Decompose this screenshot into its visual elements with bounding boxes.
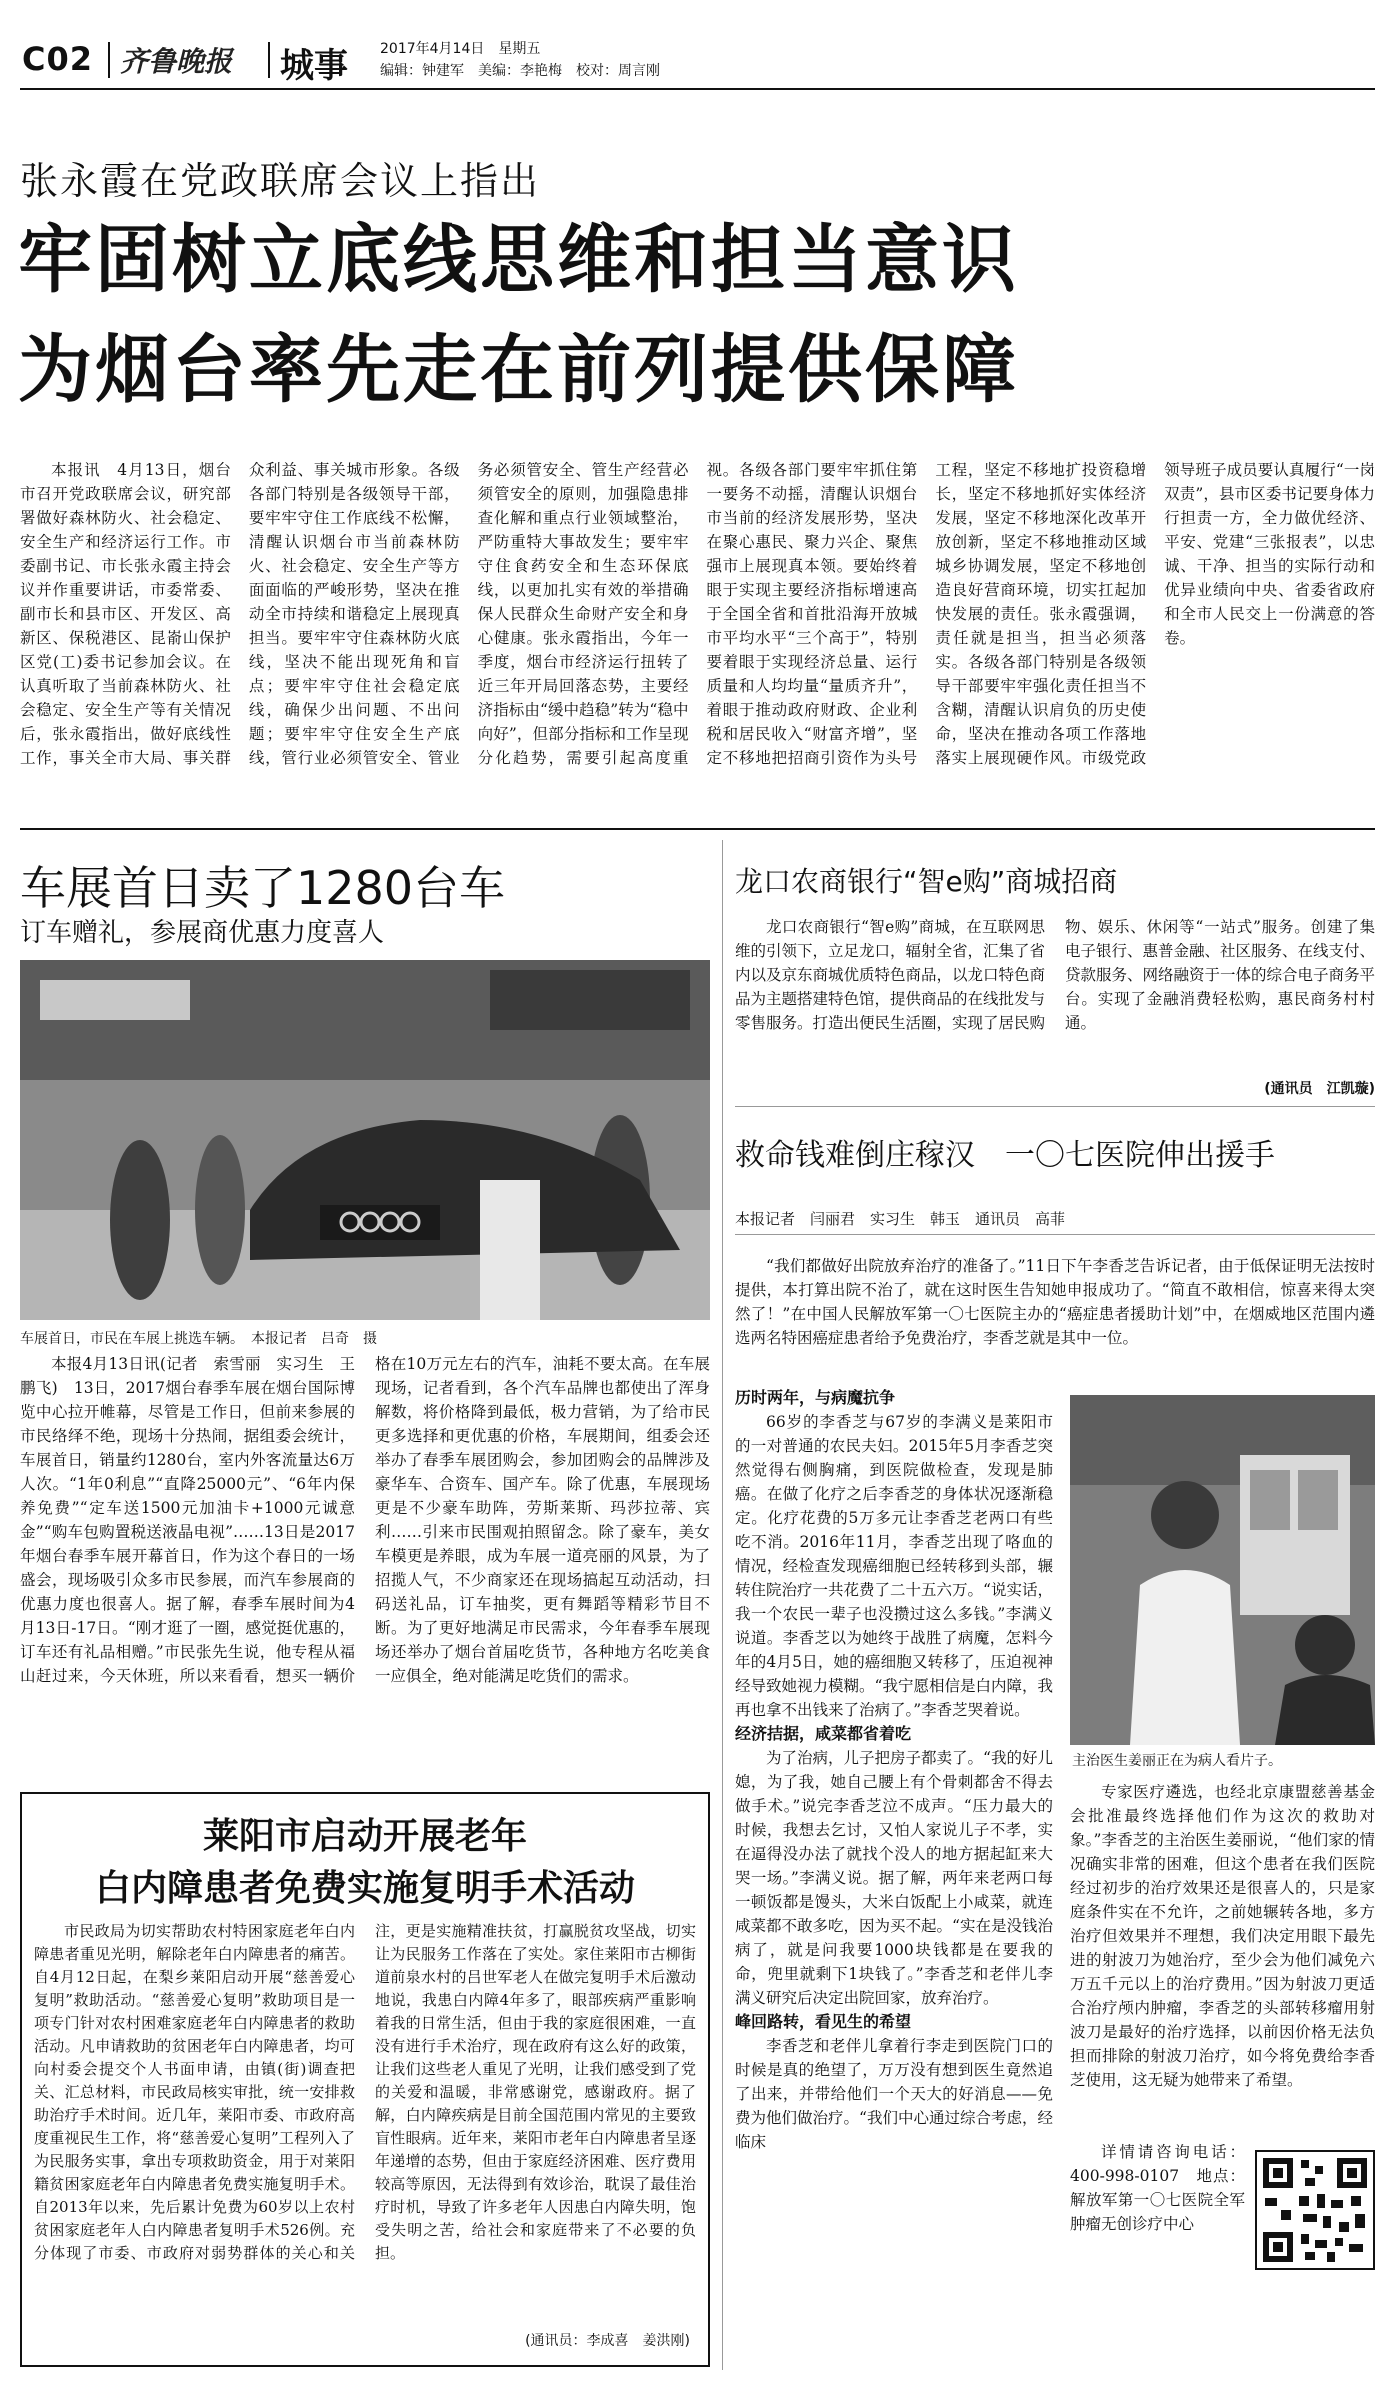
header-divider-2: [268, 42, 270, 78]
bank-headline: 龙口农商银行“智e购”商城招商: [735, 865, 1118, 898]
issue-date: 2017年4月14日 星期五: [380, 41, 541, 57]
bank-credit: (通讯员 江凯璇): [1264, 1081, 1375, 1097]
autoshow-photo: [20, 960, 710, 1320]
qr-code-icon: [1257, 2152, 1373, 2268]
lead-bottom-rule: [20, 828, 1375, 830]
cataract-body-text: 市民政局为切实帮助农村特困家庭老年白内障患者重见光明，解除老年白内障患者的痛苦。自4月12日起，在梨乡莱阳启动开展“慈善爱心复明”救助活动。“慈善爱心复明”救助项目是一项专门针对农村困难家庭老年白内障患者的救助活动。凡申请救助的贫困老年白内障患者，均可向村委会提交个人书面申请，由镇(街)调查把关、汇总材料，市民政局核实审批，统一安排救助治疗手术时间。近几年，莱阳市委、市政府高度重视民生工作，将“慈善爱心复明”工程列入了为民服务实事，拿出专项救助资金，用于对莱阳籍贫困家庭老年白内障患者免费实施复明手术。自2013年以来，先后累计免费为60岁以上农村贫困家庭老年人白内障患者复明手术526例。充分体现了市委、市政府对弱势群体的关心和关注，更是实施精准扶贫，打赢脱贫攻坚战，切实让为民服务工作落在了实处。家住莱阳市古柳街道前泉水村的吕世军老人在做完复明手术后激动地说，我患白内障4年多了，眼部疾病严重影响着我的日常生活，但由于我的家庭很困难，一直没有进行手术治疗，现在政府有这么好的政策，让我们这些老人重见了光明，让我们感受到了党的关爱和温暖，非常感谢党，感谢政府。据了解，白内障疾病是目前全国范围内常见的主要致盲性眼病。近年来，莱阳市老年白内障患者呈逐年递增的态势，但由于家庭经济困难、医疗费用较高等原因，无法得到有效诊治，耽误了最佳治疗时机，导致了许多老年人因患白内障失明，饱受失明之苦，给社会和家庭带来了不必要的负担。: [34, 1922, 696, 2262]
bank-body-text: 龙口农商银行“智e购”商城，在互联网思维的引领下，立足龙口，辐射全省，汇集了省内以及京东商城优质特色商品，以龙口特色商品为主题搭建特色馆，提供商品的在线批发与零售服务。打造出便民生活圈，实现了居民购物、娱乐、休闲等“一站式”服务。创建了集电子银行、惠普金融、社区服务、在线支付、贷款服务、网络融资于一体的综合电子商务平台。实现了金融消费轻松购，惠民商务村村通。: [735, 918, 1375, 1032]
lead-kicker: 张永霞在党政联席会议上指出: [20, 159, 541, 203]
hospital-photo: [1070, 1395, 1375, 1745]
hospital-contact: [1070, 2140, 1245, 2365]
hospital-text-4-wrap: [1070, 1780, 1375, 2130]
cataract-credit: (通讯员：李成喜 姜洪刚): [525, 2333, 690, 2349]
cataract-headline-1: 莱阳市启动开展老年: [202, 1816, 527, 1857]
hospital-text-2: 为了治病，儿子把房子都卖了。“我的好儿媳，为了我，她自己腰上有个骨刺都舍不得去做手术。”说完李香芝泣不成声。“压力最大的时候，我想去乞讨，又怕人家说儿子不孝，实在逼得没办法了就找个没人的地方据起缸来大哭一场。”李满义说。据了解，两年来老两口每一顿饭都是馒头，大米白饭配上小咸菜，就连咸菜都不敢多吃，因为买不起。“实在是没钱治病了，就是问我要1000块钱都是在要我的命，兜里就剩下1块钱了。”李香芝和老伴儿李满义研究后决定出院回家，放弃治疗。: [735, 1749, 1053, 2007]
hospital-intro: [735, 1254, 1375, 1374]
column-divider: [722, 840, 723, 2370]
hospital-text-1: 66岁的李香芝与67岁的李满义是莱阳市的一对普通的农民夫妇。2015年5月李香芝突然觉得右侧胸痛，到医院做检查，发现是肺癌。在做了化疗之后李香芝的身体状况逐渐稳定。化疗花费的5万多元让李香芝老两口有些吃不消。2016年11月，李香芝出现了咯血的情况，经检查发现癌细胞已经转移到头部，辗转住院治疗一共花费了二十五六万。“说实话，我一个农民一辈子也没攒过这么多钱。”李满义说道。李香芝以为她终于战胜了病魔，怎料今年的4月5日，她的癌细胞又转移了，压迫视神经导致她视力模糊。“我宁愿相信是白内障，我再也拿不出钱来了治病了。”李香芝哭着说。: [735, 1413, 1053, 1719]
hospital-byline-rule: [735, 1234, 1375, 1235]
header-divider-1: [108, 42, 110, 78]
hospital-subhead-1: 历时两年，与病魔抗争: [735, 1388, 896, 1407]
hospital-intro-text: “我们都做好出院放弃治疗的准备了。”11日下午李香芝告诉记者，由于低保证明无法按时提供，本打算出院不治了，就在这时医生告知她申报成功了。“简直不敢相信，惊喜来得太突然了！”在中国人民解放军第一〇七医院主办的“癌症患者援助计划”中，在烟威地区范围内遴选两名特困癌症患者给予免费治疗，李香芝就是其中一位。: [735, 1257, 1375, 1347]
cataract-body: [34, 1920, 696, 2320]
hospital-headline: 救命钱难倒庄稼汉 一〇七医院伸出援手: [735, 1138, 1275, 1173]
autoshow-body-text: 本报4月13日讯(记者 索雪丽 实习生 王鹏飞) 13日，2017烟台春季车展在烟台国际博览中心拉开帷幕，尽管是工作日，但前来参展的市民络绎不绝，现场十分热闹，据组委会统计，车展首日，销量约1280台，室内外客流量达6万人次。“1年0利息”“直降25000元”、“6年内保养免费”“定车送1500元加油卡+1000元诚意金”“购车包购置税送液晶电视”……13日是2017年烟台春季车展开幕首日，作为这个春日的一场盛会，现场吸引众多市民参展，而汽车参展商的优惠力度也很喜人。据了解，春季车展时间为4月13日-17日。“刚才逛了一圈，感觉挺优惠的，订车还有礼品相赠。”市民张先生说，他专程从福山赶过来，今天休班，所以来看看，想买一辆价格在10万元左右的汽车，油耗不要太高。在车展现场，记者看到，各个汽车品牌也都使出了浑身解数，将价格降到最低，极力营销，为了给市民更多选择和更优惠的价格，车展期间，组委会还举办了春季车展团购会，参加团购会的品牌涉及豪华车、合资车、国产车。除了优惠，车展现场更是不少豪车助阵，劳斯莱斯、玛莎拉蒂、宾利……引来市民围观拍照留念。除了豪车，美女车模更是养眼，成为车展一道亮丽的风景，为了招揽人气，不少商家还在现场搞起互动活动，扫码送礼品，订车抽奖，更有舞蹈等精彩节目不断。为了更好地满足市民需求，今年春季车展现场还举办了烟台首届吃货节，各种地方名吃美食一应俱全，绝对能满足吃货们的需求。: [20, 1355, 710, 1685]
hospital-col-left: [735, 1386, 1053, 2366]
autoshow-headline: 车展首日卖了1280台车: [20, 861, 506, 915]
hospital-byline: 本报记者 闫丽君 实习生 韩玉 通讯员 高菲: [735, 1210, 1066, 1228]
lead-headline-2: 为烟台率先走在前列提供保障: [18, 327, 1019, 413]
hospital-subhead-3: 峰回路转，看见生的希望: [735, 2012, 912, 2031]
lead-body: [20, 458, 1375, 818]
header-rule: [20, 88, 1375, 90]
autoshow-body: [20, 1352, 710, 1782]
lead-body-text: 本报讯 4月13日，烟台市召开党政联席会议，研究部署做好森林防火、社会稳定、安全生产和经济运行工作。市委副书记、市长张永霞主持会议并作重要讲话，市委常委、副市长和县市区、开发区、高新区、保税港区、昆嵛山保护区党(工)委书记参加会议。在认真听取了当前森林防火、社会稳定、安全生产等有关情况后，张永霞指出，做好底线性工作，事关全市大局、事关群众利益、事关城市形象。各级各部门特别是各级领导干部，要牢牢守住工作底线不松懈，清醒认识烟台市当前森林防火、社会稳定、安全生产等方面面临的严峻形势，坚决在推动全市持续和谐稳定上展现真担当。要牢牢守住森林防火底线，坚决不能出现死角和盲点；要牢牢守住社会稳定底线，确保少出问题、不出问题；要牢牢守住安全生产底线，管行业必须管安全、管业务必须管安全、管生产经营必须管安全的原则，加强隐患排查化解和重点行业领域整治，严防重特大事故发生；要牢牢守住食药安全和生态环保底线，以更加扎实有效的举措确保人民群众生命财产安全和身心健康。张永霞指出，今年一季度，烟台市经济运行扭转了近三年开局回落态势，主要经济指标由“缓中趋稳”转为“稳中向好”，但部分指标和工作呈现分化趋势，需要引起高度重视。各级各部门要牢牢抓住第一要务不动摇，清醒认识烟台市当前的经济发展形势，坚决在聚心惠民、聚力兴企、聚焦强市上展现真本领。要始终着眼于实现主要经济指标增速高于全国全省和首批沿海开放城市平均水平“三个高于”，特别要着眼于实现经济总量、运行质量和人均均量“量质齐升”，着眼于推动政府财政、企业利税和居民收入“财富齐增”，坚定不移地把招商引资作为头号工程，坚定不移地扩投资稳增长，坚定不移地抓好实体经济发展，坚定不移地深化改革开放创新，坚定不移地推动区域城乡协调发展，坚定不移地创造良好营商环境，切实扛起加快发展的责任。张永霞强调，责任就是担当，担当必须落实。各级各部门特别是各级领导干部要牢牢强化责任担当不含糊，清醒认识肩负的历史使命，坚决在推动各项工作落地落实上展现硬作风。市级党政领导班子成员要认真履行“一岗双责”，县市区委书记要身体力行担责一方，全力做优经济、平安、党建“三张报表”，以忠诚、干净、担当的实际行动和优异业绩向中央、省委省政府和全市人民交上一份满意的答卷。: [20, 461, 1375, 767]
hospital-contact-text: 详情请咨询电话：400-998-0107 地点：解放军第一〇七医院全军肿瘤无创诊疗中心: [1070, 2143, 1245, 2233]
autoshow-photo-caption: 车展首日，市民在车展上挑选车辆。 本报记者 吕奇 摄: [20, 1331, 377, 1347]
qr-code[interactable]: [1255, 2150, 1375, 2270]
hospital-text-3: 李香芝和老伴儿拿着行李走到医院门口的时候是真的绝望了，万万没有想到医生竟然追了出来，并带给他们一个天大的好消息——免费为他们做治疗。“我们中心通过综合考虑，经临床: [735, 2037, 1053, 2151]
section-name: 城事: [280, 46, 348, 86]
bank-bottom-rule: [735, 1106, 1375, 1107]
doctor-illustration: [1070, 1395, 1375, 1745]
editor-credits: 编辑：钟建军 美编：李艳梅 校对：周言刚: [380, 63, 660, 79]
car-show-illustration: [20, 960, 710, 1320]
bank-body: [735, 915, 1375, 1085]
hospital-subhead-2: 经济拮据，咸菜都省着吃: [735, 1724, 912, 1743]
page-number: C02: [22, 40, 94, 78]
hospital-photo-caption: 主治医生姜丽正在为病人看片子。: [1072, 1753, 1282, 1769]
lead-headline-1: 牢固树立底线思维和担当意识: [18, 217, 1019, 303]
cataract-headline-2: 白内障患者免费实施复明手术活动: [94, 1868, 635, 1909]
paper-logo: 齐鲁晚报: [120, 45, 233, 78]
hospital-text-4: 专家医疗遴选，也经北京康盟慈善基金会批准最终选择他们作为这次的救助对象。”李香芝的主治医生姜丽说，“他们家的情况确实非常的困难，但这个患者在我们医院经过初步的治疗效果还是很喜人的，只是家庭条件实在不允许，之前她辗转各地，多方治疗但效果并不理想，我们决定用眼下最先进的射波刀为她治疗，至少会为他们减免六万五千元以上的治疗费用。”因为射波刀更适合治疗颅内肿瘤，李香芝的头部转移瘤用射波刀是最好的治疗选择，以前因价格无法负担而排除的射波刀治疗，如今将免费给李香芝使用，这无疑为她带来了希望。: [1070, 1783, 1375, 2089]
autoshow-subtitle: 订车赠礼，参展商优惠力度喜人: [20, 918, 385, 948]
